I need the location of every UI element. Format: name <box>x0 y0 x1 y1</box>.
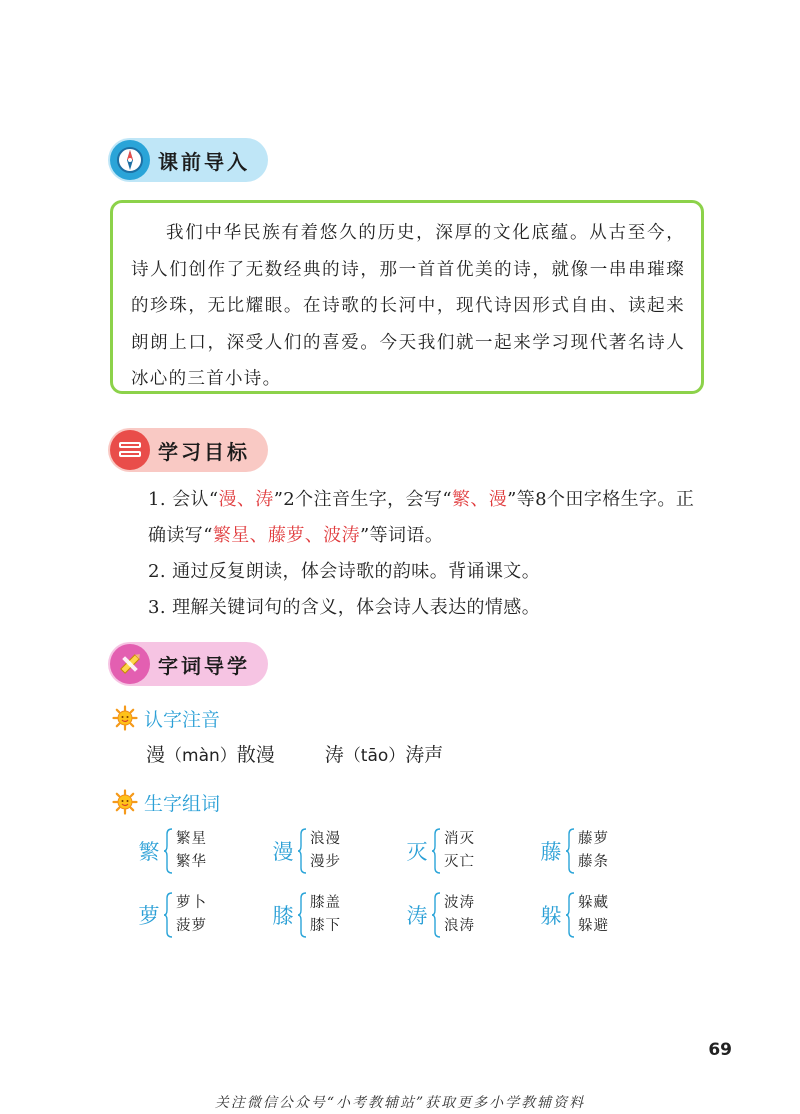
pinyin-line <box>146 740 493 767</box>
goal-item-2: 2. 通过反复朗读，体会诗歌的韵味。背诵课文。 <box>148 561 541 582</box>
sun-icon <box>112 789 138 815</box>
entry-pinyin: （tāo） <box>343 746 406 766</box>
pinyin-entry <box>325 740 444 767</box>
brace-icon <box>431 892 441 938</box>
section-header-intro <box>108 138 268 182</box>
goal-item-1 <box>110 482 710 554</box>
word: 繁星 <box>176 831 207 847</box>
subheader-compose <box>112 787 220 817</box>
goal-text: ”2个注音生字，会写“ <box>273 489 452 510</box>
footer-note: 关注微信公众号“小考教辅站”获取更多小学教辅资料 <box>214 1095 586 1111</box>
group-words <box>310 892 341 938</box>
word: 菠萝 <box>176 918 207 934</box>
entry-word: 散漫 <box>236 744 275 766</box>
section-title: 课前导入 <box>158 149 250 174</box>
group-words <box>444 828 475 874</box>
goals-list <box>110 482 710 626</box>
entry-char: 漫 <box>146 744 166 766</box>
goal-text: ”等词语。 <box>360 525 444 546</box>
word: 浪涛 <box>444 918 475 934</box>
intro-paragraph: 我们中华民族有着悠久的历史，深厚的文化底蕴。从古至今，诗人们创作了无数经典的诗，那一首首优美的诗，就像一串串璀璨的珍珠，无比耀眼。在诗歌的长河中，现代诗因形式自由、读起来朗朗上口，深受人们的喜爱。今天我们就一起来学习现代著名诗人冰心的三首小诗。 <box>131 223 685 389</box>
word: 藤萝 <box>578 831 609 847</box>
char-group <box>270 888 404 942</box>
group-char: 膝 <box>272 904 294 928</box>
entry-char: 涛 <box>324 744 344 766</box>
goal-highlight: 繁、漫 <box>451 489 508 510</box>
entry-pinyin: （màn） <box>165 746 237 766</box>
char-group <box>270 824 404 878</box>
group-char: 萝 <box>138 904 160 928</box>
group-char: 藤 <box>540 840 562 864</box>
group-char: 繁 <box>138 840 160 864</box>
compass-icon <box>110 140 150 180</box>
word: 膝盖 <box>310 895 341 911</box>
word: 漫步 <box>310 854 341 870</box>
brace-icon <box>297 828 307 874</box>
section-header-words <box>108 642 268 686</box>
word: 萝卜 <box>176 895 207 911</box>
word: 消灭 <box>444 831 475 847</box>
book-stack-icon <box>110 430 150 470</box>
entry-word: 涛声 <box>405 744 444 766</box>
pencil-ruler-icon <box>110 644 150 684</box>
brace-icon <box>565 892 575 938</box>
pinyin-entry <box>146 740 275 767</box>
word: 灭亡 <box>444 854 475 870</box>
goal-highlight: 漫、涛 <box>218 489 274 510</box>
brace-icon <box>565 828 575 874</box>
section-header-goals <box>108 428 268 472</box>
section-title: 字词导学 <box>158 653 250 678</box>
brace-icon <box>297 892 307 938</box>
word: 繁华 <box>176 854 207 870</box>
group-char: 灭 <box>406 840 428 864</box>
goal-highlight: 繁星、藤萝、波涛 <box>212 525 361 546</box>
group-words <box>176 892 207 938</box>
goal-item-3: 3. 理解关键词句的含义，体会诗人表达的情感。 <box>148 597 541 618</box>
group-char: 躲 <box>540 904 562 928</box>
char-group <box>404 824 538 878</box>
brace-icon <box>163 828 173 874</box>
goal-text: ”等8个田字格生字。正确读写“ <box>148 489 695 546</box>
char-word-grid <box>136 824 636 942</box>
word: 浪漫 <box>310 831 341 847</box>
char-group <box>136 888 270 942</box>
subheader-recognize <box>112 703 220 733</box>
goal-text: 1. 会认“ <box>148 489 219 510</box>
word: 躲藏 <box>578 895 609 911</box>
char-group <box>136 824 270 878</box>
char-group <box>538 824 672 878</box>
group-char: 漫 <box>272 840 294 864</box>
word: 藤条 <box>578 854 609 870</box>
char-group <box>538 888 672 942</box>
group-words <box>578 828 609 874</box>
section-title: 学习目标 <box>158 439 250 464</box>
subheader-title: 认字注音 <box>144 708 221 731</box>
subheader-title: 生字组词 <box>144 792 221 815</box>
group-words <box>444 892 475 938</box>
group-words <box>176 828 207 874</box>
word: 波涛 <box>444 895 475 911</box>
char-group <box>404 888 538 942</box>
word: 躲避 <box>578 918 609 934</box>
group-words <box>310 828 341 874</box>
word: 膝下 <box>310 918 341 934</box>
brace-icon <box>163 892 173 938</box>
group-char: 涛 <box>406 904 428 928</box>
intro-text-box <box>110 200 704 394</box>
brace-icon <box>431 828 441 874</box>
group-words <box>578 892 609 938</box>
sun-icon <box>112 705 138 731</box>
page-number: 69 <box>708 1040 732 1060</box>
